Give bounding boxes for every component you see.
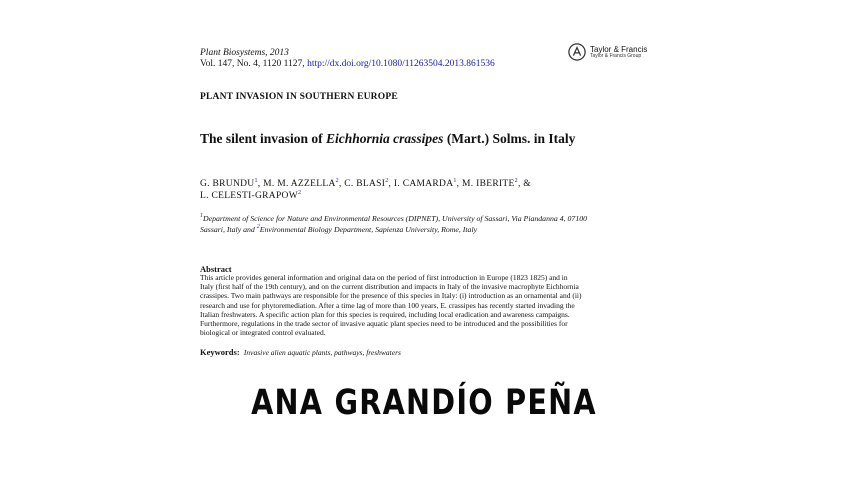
abstract-line: Furthermore, regulations in the trade sector of invasive aquatic plant species need to be introduced and the possibilities for: [200, 319, 568, 329]
affiliation-marker: 2: [514, 178, 518, 184]
keywords: [200, 347, 401, 357]
abstract-line: Italy (first half of the 19th century), and on the current distribution and impacts in Italy of the invasive macrophyte Eichhornia: [200, 282, 579, 292]
journal-volume-line: [200, 59, 495, 69]
affiliation-marker: 2: [297, 190, 302, 196]
title-species: Eichhornia crassipes: [326, 131, 444, 146]
affiliation-text: Environmental Biology Department, Sapienza University, Rome, Italy: [259, 225, 478, 234]
section-heading: PLANT INVASION IN SOUTHERN EUROPE: [200, 92, 398, 102]
abstract-body: [200, 273, 640, 337]
article-title: [200, 131, 575, 147]
author-caption: ANA GRANDÍO PEÑA: [251, 383, 597, 423]
author-name: , I. CAMARDA: [388, 179, 454, 189]
keywords-label: Keywords:: [200, 347, 240, 357]
abstract-heading: Abstract: [200, 264, 232, 274]
journal-citation: Plant Biosystems, 2013: [200, 48, 289, 58]
publisher-group: Taylor & Francis Group: [590, 52, 642, 59]
affiliation-line: [200, 224, 477, 234]
affiliation-marker: 1: [200, 213, 203, 219]
volume-pages: Vol. 147, No. 4, 1120 1127,: [200, 59, 308, 69]
affiliation-marker: 1: [254, 178, 258, 184]
author-list: [200, 178, 531, 189]
doi-link[interactable]: http://dx.doi.org/10.1080/11263504.2013.861536: [307, 59, 495, 69]
affiliation-marker: 2: [256, 224, 260, 230]
publisher-name: Taylor & Francis: [590, 44, 648, 54]
affiliation-marker: 1: [453, 178, 457, 184]
author-name: L. CELESTI-GRAPOW: [200, 191, 298, 201]
publisher-logo-icon: [568, 43, 586, 61]
author-separator: , &: [517, 179, 531, 189]
title-part: The silent invasion of: [200, 131, 327, 146]
affiliation-line: [200, 213, 587, 223]
publisher-logo-block: [568, 43, 647, 61]
keywords-value: Invasive alien aquatic plants, pathways, freshwaters: [243, 348, 401, 357]
abstract-line: This article provides general information and original data on the period of first introduction in Europe (1823 1825) and in: [200, 273, 568, 282]
affiliation-text: Department of Science for Nature and Environmental Resources (DIPNET), University of Sassari, Via Piandanna 4, 07100: [203, 214, 588, 223]
abstract-line: crassipes. Two main pathways are responsible for the presence of this species in Italy: (i) introduction as an ornamental and (ii): [200, 291, 582, 301]
author-name: , M. IBERITE: [456, 179, 515, 189]
affiliation-marker: 2: [335, 178, 339, 184]
author-name: G. BRUNDU: [200, 179, 255, 189]
title-part: (Mart.) Solms. in Italy: [443, 131, 576, 146]
author-list-continued: [200, 190, 301, 201]
abstract-line: Italian freshwaters. A specific action plan for this species is required, including local eradication and awareness campaigns.: [200, 309, 570, 319]
author-name: , M. M. AZZELLA: [257, 179, 336, 189]
author-name: , C. BLASI: [338, 179, 386, 189]
abstract-line: research and use for phytoremediation. After a time lag of more than 100 years, E. crassipes has recently started invading the: [200, 300, 575, 310]
affiliation-marker: 2: [385, 178, 389, 184]
affiliation-text: Sassari, Italy and: [200, 225, 257, 234]
abstract-line: biological or integrated control evaluated.: [200, 328, 326, 338]
